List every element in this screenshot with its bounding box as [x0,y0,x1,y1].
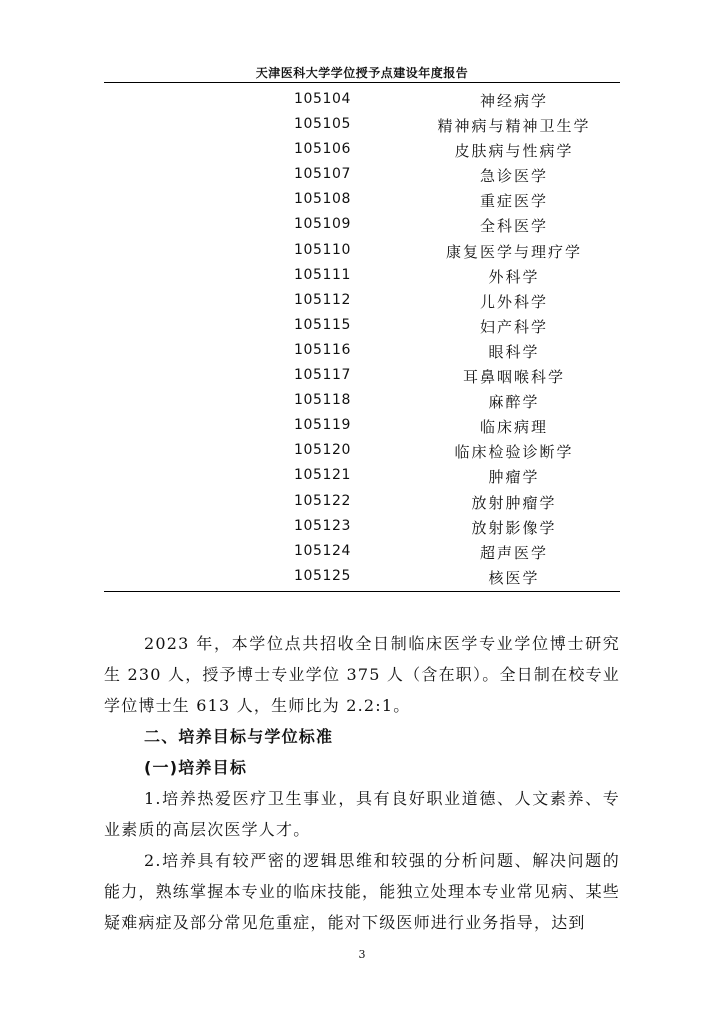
specialty-code: 105123 [294,517,352,534]
specialty-name: 全科医学 [479,217,549,236]
specialty-name: 儿外科学 [479,292,549,311]
specialty-name: 妇产科学 [479,317,549,336]
specialty-code: 105107 [294,166,352,183]
specialty-name: 临床病理 [479,418,549,437]
specialty-code: 105116 [294,341,352,358]
table-row [104,415,620,440]
specialty-code: 105124 [294,542,352,559]
goal-item-2: 2.培养具有较严密的逻辑思维和较强的分析问题、解决问题的能力，熟练掌握本专业的临床技能，能独立处理本专业常见病、某些疑难病症及部分常见危重症，能对下级医师进行业务指导，达到 [104,851,621,932]
table-row [104,541,620,566]
specialty-code: 105112 [294,291,352,308]
table-bottom-rule [104,591,620,592]
table-row [104,315,620,340]
specialty-code: 105115 [294,316,352,333]
specialty-code: 105106 [294,141,352,158]
specialty-code: 105109 [294,216,352,233]
report-body [104,628,620,938]
specialty-name: 放射肿瘤学 [471,493,557,512]
specialty-code: 105111 [294,266,352,283]
specialty-code: 105110 [294,241,352,258]
specialty-name: 急诊医学 [479,167,549,186]
table-row [104,440,620,465]
specialty-name: 超声医学 [479,543,549,562]
specialty-name: 精神病与精神卫生学 [437,117,591,136]
table-row [104,214,620,239]
table-row [104,365,620,390]
specialty-name: 神经病学 [479,92,549,110]
page-number: 3 [358,948,366,961]
specialty-name: 麻醉学 [488,393,540,412]
table-row [104,290,620,315]
specialty-name: 临床检验诊断学 [454,443,574,462]
specialty-code: 105108 [294,191,352,208]
table-row [104,566,620,591]
table-row [104,189,620,214]
specialty-name: 肿瘤学 [488,468,540,487]
enrollment-paragraph: 2023 年，本学位点共招收全日制临床医学专业学位博士研究生 230 人，授予博士专业学位 375 人（含在职）。全日制在校专业学位博士生 613 人，生师比为 2.2:1。 [104,634,620,715]
subsection-heading: (一)培养目标 [144,758,248,777]
specialty-name: 康复医学与理疗学 [445,242,583,261]
specialty-table [104,89,620,591]
table-row [104,89,620,114]
specialty-code: 105122 [294,492,352,509]
header-rule [104,82,620,83]
table-row [104,390,620,415]
specialty-code: 105120 [294,442,352,459]
table-row [104,491,620,516]
goal-item-1: 1.培养热爱医疗卫生事业，具有良好职业道德、人文素养、专业素质的高层次医学人才。 [104,789,620,839]
table-row [104,265,620,290]
table-row [104,340,620,365]
specialty-code: 105104 [294,91,352,107]
specialty-code: 105105 [294,116,352,133]
table-row [104,164,620,189]
table-row [104,139,620,164]
page-header: 天津医科大学学位授予点建设年度报告 [255,66,469,80]
specialty-code: 105117 [294,367,352,384]
table-row [104,114,620,139]
specialty-name: 核医学 [488,568,540,587]
specialty-code: 105125 [294,567,352,584]
specialty-name: 眼科学 [488,342,540,361]
specialty-code: 105118 [294,392,352,409]
specialty-code: 105119 [294,417,352,434]
specialty-name: 耳鼻咽喉科学 [462,368,566,387]
specialty-name: 皮肤病与性病学 [454,142,574,161]
specialty-code: 105121 [294,467,352,484]
section-heading: 二、培养目标与学位标准 [144,727,334,746]
specialty-name: 重症医学 [479,192,549,211]
specialty-name: 外科学 [488,267,540,286]
table-row [104,516,620,541]
table-row [104,240,620,265]
table-row [104,465,620,490]
specialty-name: 放射影像学 [471,518,557,537]
